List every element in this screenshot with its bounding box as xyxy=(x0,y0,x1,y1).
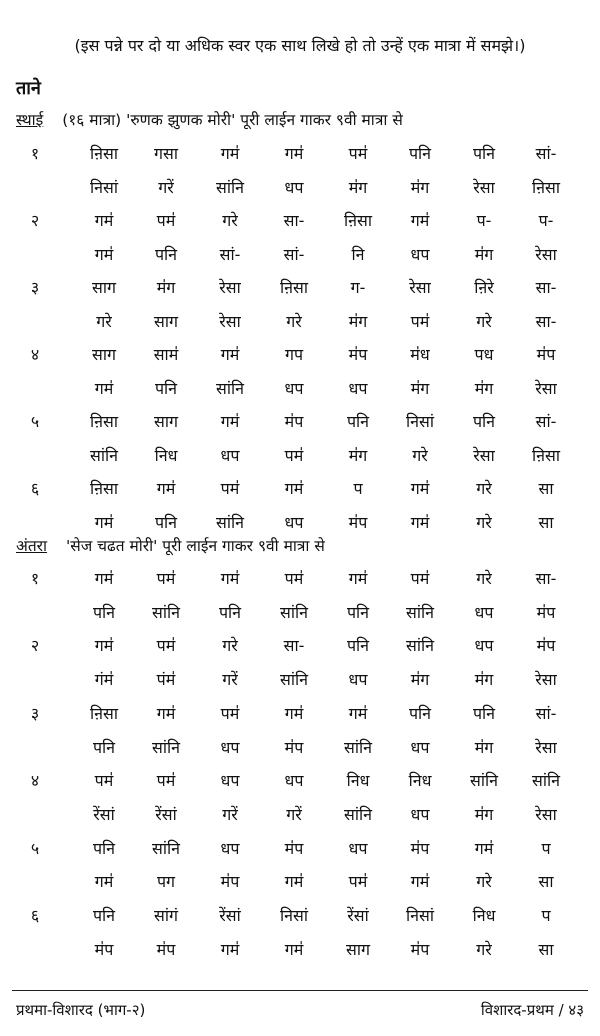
swar-cell: सा xyxy=(538,939,554,959)
swar-cell: गरे xyxy=(476,872,492,892)
swar-cell: म॑प xyxy=(410,838,430,858)
swar-cell: साग xyxy=(92,345,116,364)
swar-cell: गम॑ xyxy=(410,211,430,230)
swar-cell: सां- xyxy=(283,244,305,264)
swar-cell: पम॑ xyxy=(284,569,304,588)
swar-cell: पम॑ xyxy=(156,569,176,588)
swar-cell: गम॑ xyxy=(220,345,240,364)
swar-cell: सांनि xyxy=(152,602,180,622)
swar-cell: म॑प xyxy=(284,737,304,757)
swar-cell: म॑ग xyxy=(348,177,368,197)
taan-row xyxy=(0,870,600,902)
swar-cell: ऩिसा xyxy=(532,177,560,197)
swar-cell: सा- xyxy=(283,636,305,656)
swar-cell: म॑ग xyxy=(474,737,494,757)
swar-cell: साग xyxy=(154,412,178,431)
swar-cell: गम॑ xyxy=(94,512,114,532)
swar-cell: सां- xyxy=(219,244,241,264)
taan-number: २ xyxy=(30,636,40,656)
swar-cell: पनि xyxy=(154,512,178,532)
taan-row xyxy=(0,410,600,442)
taan-number: ५ xyxy=(30,838,40,858)
swar-cell: म॑प xyxy=(94,939,114,959)
swar-cell: धप xyxy=(220,737,240,757)
swar-cell: सांनि xyxy=(280,602,308,622)
swar-cell: रेसा xyxy=(473,445,495,465)
swar-cell: सांनि xyxy=(344,804,372,824)
swar-cell: धप xyxy=(348,838,368,858)
swar-cell: धप xyxy=(410,737,430,757)
taan-row xyxy=(0,209,600,241)
swar-cell: रेंसां xyxy=(219,906,241,925)
swar-cell: गम॑ xyxy=(284,144,304,163)
swar-cell: ऩिसा xyxy=(280,278,308,297)
swar-cell: सांनि xyxy=(216,512,244,532)
swar-cell: साग xyxy=(92,278,116,297)
swar-cell: पम॑ xyxy=(156,636,176,656)
footer-divider xyxy=(12,990,588,991)
taan-number: ६ xyxy=(30,479,40,498)
swar-cell: गंम॑ xyxy=(94,670,114,690)
swar-cell: पनि xyxy=(154,244,178,264)
antara-description: 'सेज चढत मोरी' पूरी लाईन गाकर ९वी मात्रा से xyxy=(65,537,325,555)
taan-row xyxy=(0,736,600,768)
taan-number: ६ xyxy=(30,906,40,925)
taan-number: १ xyxy=(30,144,40,163)
swar-cell: पग xyxy=(156,872,176,892)
swar-cell: रेसा xyxy=(409,278,431,297)
taan-row xyxy=(0,567,600,599)
swar-cell: पध xyxy=(474,345,494,364)
swar-cell: पनि xyxy=(154,378,178,398)
swar-cell: सां- xyxy=(535,703,557,723)
swar-cell: पम॑ xyxy=(410,311,430,331)
swar-cell: पनि xyxy=(472,412,496,431)
swar-cell: रेसा xyxy=(219,278,241,297)
swar-cell: पम॑ xyxy=(220,479,240,498)
swar-cell: गम॑ xyxy=(220,939,240,959)
swar-cell: गरें xyxy=(158,177,174,197)
swar-cell: गरें xyxy=(222,804,238,824)
taan-row xyxy=(0,142,600,174)
swar-cell: साम॑ xyxy=(153,345,179,364)
swar-cell: ऩिसा xyxy=(90,412,118,431)
swar-cell: धप xyxy=(474,636,494,656)
swar-cell: पनि xyxy=(346,636,370,656)
taan-row xyxy=(0,634,600,666)
swar-cell: सांनि xyxy=(470,771,498,791)
swar-cell: पम॑ xyxy=(348,144,368,163)
swar-cell: रेसा xyxy=(535,737,557,757)
taan-number: २ xyxy=(30,211,40,230)
swar-cell: निसां xyxy=(280,906,308,925)
swar-cell: धप xyxy=(348,378,368,398)
swar-cell: रेसा xyxy=(535,378,557,398)
swar-cell: गम॑ xyxy=(220,144,240,163)
taan-number: ३ xyxy=(30,703,40,723)
swar-cell: गम॑ xyxy=(94,211,114,230)
taan-row xyxy=(0,444,600,476)
swar-cell: पनि xyxy=(408,703,432,723)
swar-cell: प- xyxy=(476,211,492,230)
swar-cell: पनि xyxy=(346,602,370,622)
taan-row xyxy=(0,601,600,633)
swar-cell: पनि xyxy=(92,906,116,925)
swar-cell: पम॑ xyxy=(220,703,240,723)
swar-cell: म॑ग xyxy=(410,378,430,398)
swar-cell: गम॑ xyxy=(220,412,240,431)
swar-cell: गम॑ xyxy=(410,479,430,498)
sthayi-description: (१६ मात्रा) 'रुणक झुणक मोरी' पूरी लाईन गाकर ९वी मात्रा से xyxy=(62,111,403,129)
swar-cell: धप xyxy=(348,670,368,690)
swar-cell: गम॑ xyxy=(348,569,368,588)
swar-cell: गम॑ xyxy=(284,872,304,892)
swar-cell: धप xyxy=(284,177,304,197)
swar-cell: ऩिसा xyxy=(532,445,560,465)
taan-row xyxy=(0,377,600,409)
swar-cell: ऩिसा xyxy=(90,703,118,723)
swar-cell: धप xyxy=(474,602,494,622)
sthayi-header xyxy=(16,108,403,130)
swar-cell: गम॑ xyxy=(348,703,368,723)
swar-cell: निध xyxy=(472,906,496,925)
swar-cell: गरे xyxy=(476,311,492,331)
swar-cell: सां- xyxy=(535,144,557,163)
swar-cell: गरे xyxy=(476,512,492,532)
swar-cell: पम॑ xyxy=(156,771,176,791)
swar-cell: गम॑ xyxy=(156,479,176,498)
swar-cell: म॑प xyxy=(156,939,176,959)
swar-cell: म॑ग xyxy=(156,278,176,297)
swar-cell: सांनि xyxy=(216,378,244,398)
taan-row xyxy=(0,837,600,869)
swar-cell: गम॑ xyxy=(474,838,494,858)
taan-number: ३ xyxy=(30,278,40,297)
swar-cell: प xyxy=(541,838,551,858)
swar-cell: पम॑ xyxy=(156,211,176,230)
swar-cell: सा xyxy=(538,479,554,498)
swar-cell: म॑ग xyxy=(410,670,430,690)
swar-cell: निसां xyxy=(406,412,434,431)
swar-cell: ग- xyxy=(350,278,366,297)
swar-cell: पनि xyxy=(218,602,242,622)
swar-cell: म॑प xyxy=(536,602,556,622)
swar-cell: म॑प xyxy=(220,872,240,892)
swar-cell: म॑प xyxy=(284,412,304,431)
swar-cell: सा xyxy=(538,512,554,532)
swar-cell: सांनि xyxy=(216,177,244,197)
swar-cell: सा- xyxy=(283,211,305,230)
swar-cell: सांनि xyxy=(344,737,372,757)
swar-cell: पनि xyxy=(346,412,370,431)
swar-cell: म॑ध xyxy=(410,345,430,364)
swar-cell: गरे xyxy=(476,939,492,959)
swar-cell: गरे xyxy=(96,311,112,331)
taan-row xyxy=(0,276,600,308)
swar-cell: निसां xyxy=(90,177,118,197)
swar-cell: धप xyxy=(220,838,240,858)
swar-cell: पंम॑ xyxy=(156,670,176,690)
swar-cell: गरे xyxy=(412,445,428,465)
swar-cell: गम॑ xyxy=(94,244,114,264)
swar-cell: म॑प xyxy=(284,838,304,858)
swar-cell: गम॑ xyxy=(410,512,430,532)
taan-row xyxy=(0,243,600,275)
swar-cell: ऩिसा xyxy=(90,144,118,163)
swar-cell: रेसा xyxy=(535,244,557,264)
antara-header xyxy=(16,534,325,556)
swar-cell: म॑ग xyxy=(348,311,368,331)
section-heading-taane: ताने xyxy=(16,78,41,99)
swar-cell: निध xyxy=(346,771,370,791)
swar-cell: पम॑ xyxy=(94,771,114,791)
swar-cell: धप xyxy=(284,771,304,791)
taan-row xyxy=(0,477,600,509)
swar-cell: ऩिरे xyxy=(474,278,494,297)
swar-cell: प xyxy=(541,906,551,925)
swar-cell: गरे xyxy=(476,569,492,588)
swar-cell: गरें xyxy=(286,804,302,824)
swar-cell: सांनि xyxy=(152,737,180,757)
taan-row xyxy=(0,938,600,970)
swar-cell: गम॑ xyxy=(410,872,430,892)
swar-cell: पनि xyxy=(472,144,496,163)
swar-cell: सांगं xyxy=(154,906,178,925)
swar-cell: साग xyxy=(154,311,178,331)
taan-row xyxy=(0,803,600,835)
swar-cell: धप xyxy=(410,804,430,824)
swar-cell: सा- xyxy=(535,569,557,588)
swar-cell: पनि xyxy=(92,838,116,858)
swar-cell: सांनि xyxy=(152,838,180,858)
swar-cell: रेंसां xyxy=(93,804,115,824)
swar-cell: धप xyxy=(220,445,240,465)
swar-cell: गम॑ xyxy=(156,703,176,723)
swar-cell: म॑प xyxy=(348,512,368,532)
swar-cell: सांनि xyxy=(406,636,434,656)
taan-number: ४ xyxy=(30,345,40,364)
swar-cell: पनि xyxy=(472,703,496,723)
swar-cell: गरे xyxy=(286,311,302,331)
swar-cell: म॑ग xyxy=(474,378,494,398)
swar-cell: निध xyxy=(154,445,178,465)
swar-cell: पम॑ xyxy=(284,445,304,465)
taan-row xyxy=(0,176,600,208)
taan-number: १ xyxy=(30,569,40,588)
swar-cell: गम॑ xyxy=(94,872,114,892)
taan-row xyxy=(0,904,600,936)
taan-row xyxy=(0,769,600,801)
swar-cell: म॑प xyxy=(536,345,556,364)
taan-number: ५ xyxy=(30,412,40,431)
swar-cell: गम॑ xyxy=(284,479,304,498)
swar-cell: गम॑ xyxy=(94,378,114,398)
swar-cell: गरे xyxy=(222,636,238,656)
swar-cell: निध xyxy=(408,771,432,791)
swar-cell: गप xyxy=(284,345,304,364)
swar-cell: रेसा xyxy=(535,670,557,690)
sthayi-label: स्थाई xyxy=(16,111,44,129)
swar-cell: रेंसां xyxy=(155,804,177,824)
swar-cell: सांनि xyxy=(280,670,308,690)
swar-cell: पम॑ xyxy=(348,872,368,892)
swar-cell: म॑ग xyxy=(474,804,494,824)
taan-row xyxy=(0,343,600,375)
taan-row xyxy=(0,310,600,342)
swar-cell: रेसा xyxy=(473,177,495,197)
swar-cell: म॑ग xyxy=(474,244,494,264)
swar-cell: म॑प xyxy=(410,939,430,959)
swar-cell: गसा xyxy=(154,144,178,163)
swar-cell: रेसा xyxy=(535,804,557,824)
swar-cell: पम॑ xyxy=(410,569,430,588)
taan-row xyxy=(0,668,600,700)
swar-cell: सा- xyxy=(535,311,557,331)
swar-cell: गम॑ xyxy=(220,569,240,588)
swar-cell: सांनि xyxy=(532,771,560,791)
swar-cell: धप xyxy=(220,771,240,791)
swar-cell: गरे xyxy=(222,211,238,230)
swar-cell: नि xyxy=(351,244,365,264)
swar-cell: रेंसां xyxy=(347,906,369,925)
swar-cell: ऩिसा xyxy=(90,479,118,498)
swar-cell: म॑प xyxy=(348,345,368,364)
taan-row xyxy=(0,702,600,734)
swar-cell: गरे xyxy=(476,479,492,498)
swar-cell: धप xyxy=(284,378,304,398)
swar-cell: गम॑ xyxy=(94,636,114,656)
swar-cell: पनि xyxy=(92,737,116,757)
swar-cell: सांनि xyxy=(90,445,118,465)
swar-cell: सा- xyxy=(535,278,557,297)
swar-cell: गम॑ xyxy=(284,939,304,959)
swar-cell: म॑ग xyxy=(410,177,430,197)
swar-cell: म॑प xyxy=(536,636,556,656)
taan-number: ४ xyxy=(30,771,40,791)
swar-cell: सांनि xyxy=(406,602,434,622)
swar-cell: प xyxy=(353,479,363,498)
swar-cell: धप xyxy=(410,244,430,264)
swar-cell: ऩिसा xyxy=(344,211,372,230)
swar-cell: पनि xyxy=(408,144,432,163)
swar-cell: गम॑ xyxy=(94,569,114,588)
swar-cell: रेसा xyxy=(219,311,241,331)
swar-cell: निसां xyxy=(406,906,434,925)
page-note: (इस पन्ने पर दो या अधिक स्वर एक साथ लिखे हो तो उन्हें एक मात्रा में समझे।) xyxy=(74,36,526,55)
antara-label: अंतरा xyxy=(16,537,48,555)
swar-cell: गम॑ xyxy=(284,703,304,723)
swar-cell: म॑ग xyxy=(348,445,368,465)
swar-cell: सां- xyxy=(535,412,557,431)
swar-cell: पनि xyxy=(92,602,116,622)
footer-page-number: विशारद-प्रथम / ४३ xyxy=(480,1001,584,1019)
swar-cell: म॑ग xyxy=(474,670,494,690)
swar-cell: गरें xyxy=(222,670,238,690)
swar-cell: सा xyxy=(538,872,554,892)
swar-cell: धप xyxy=(284,512,304,532)
footer-book-title: प्रथमा-विशारद (भाग-२) xyxy=(16,1001,146,1019)
swar-cell: साग xyxy=(346,939,370,959)
swar-cell: प- xyxy=(538,211,554,230)
